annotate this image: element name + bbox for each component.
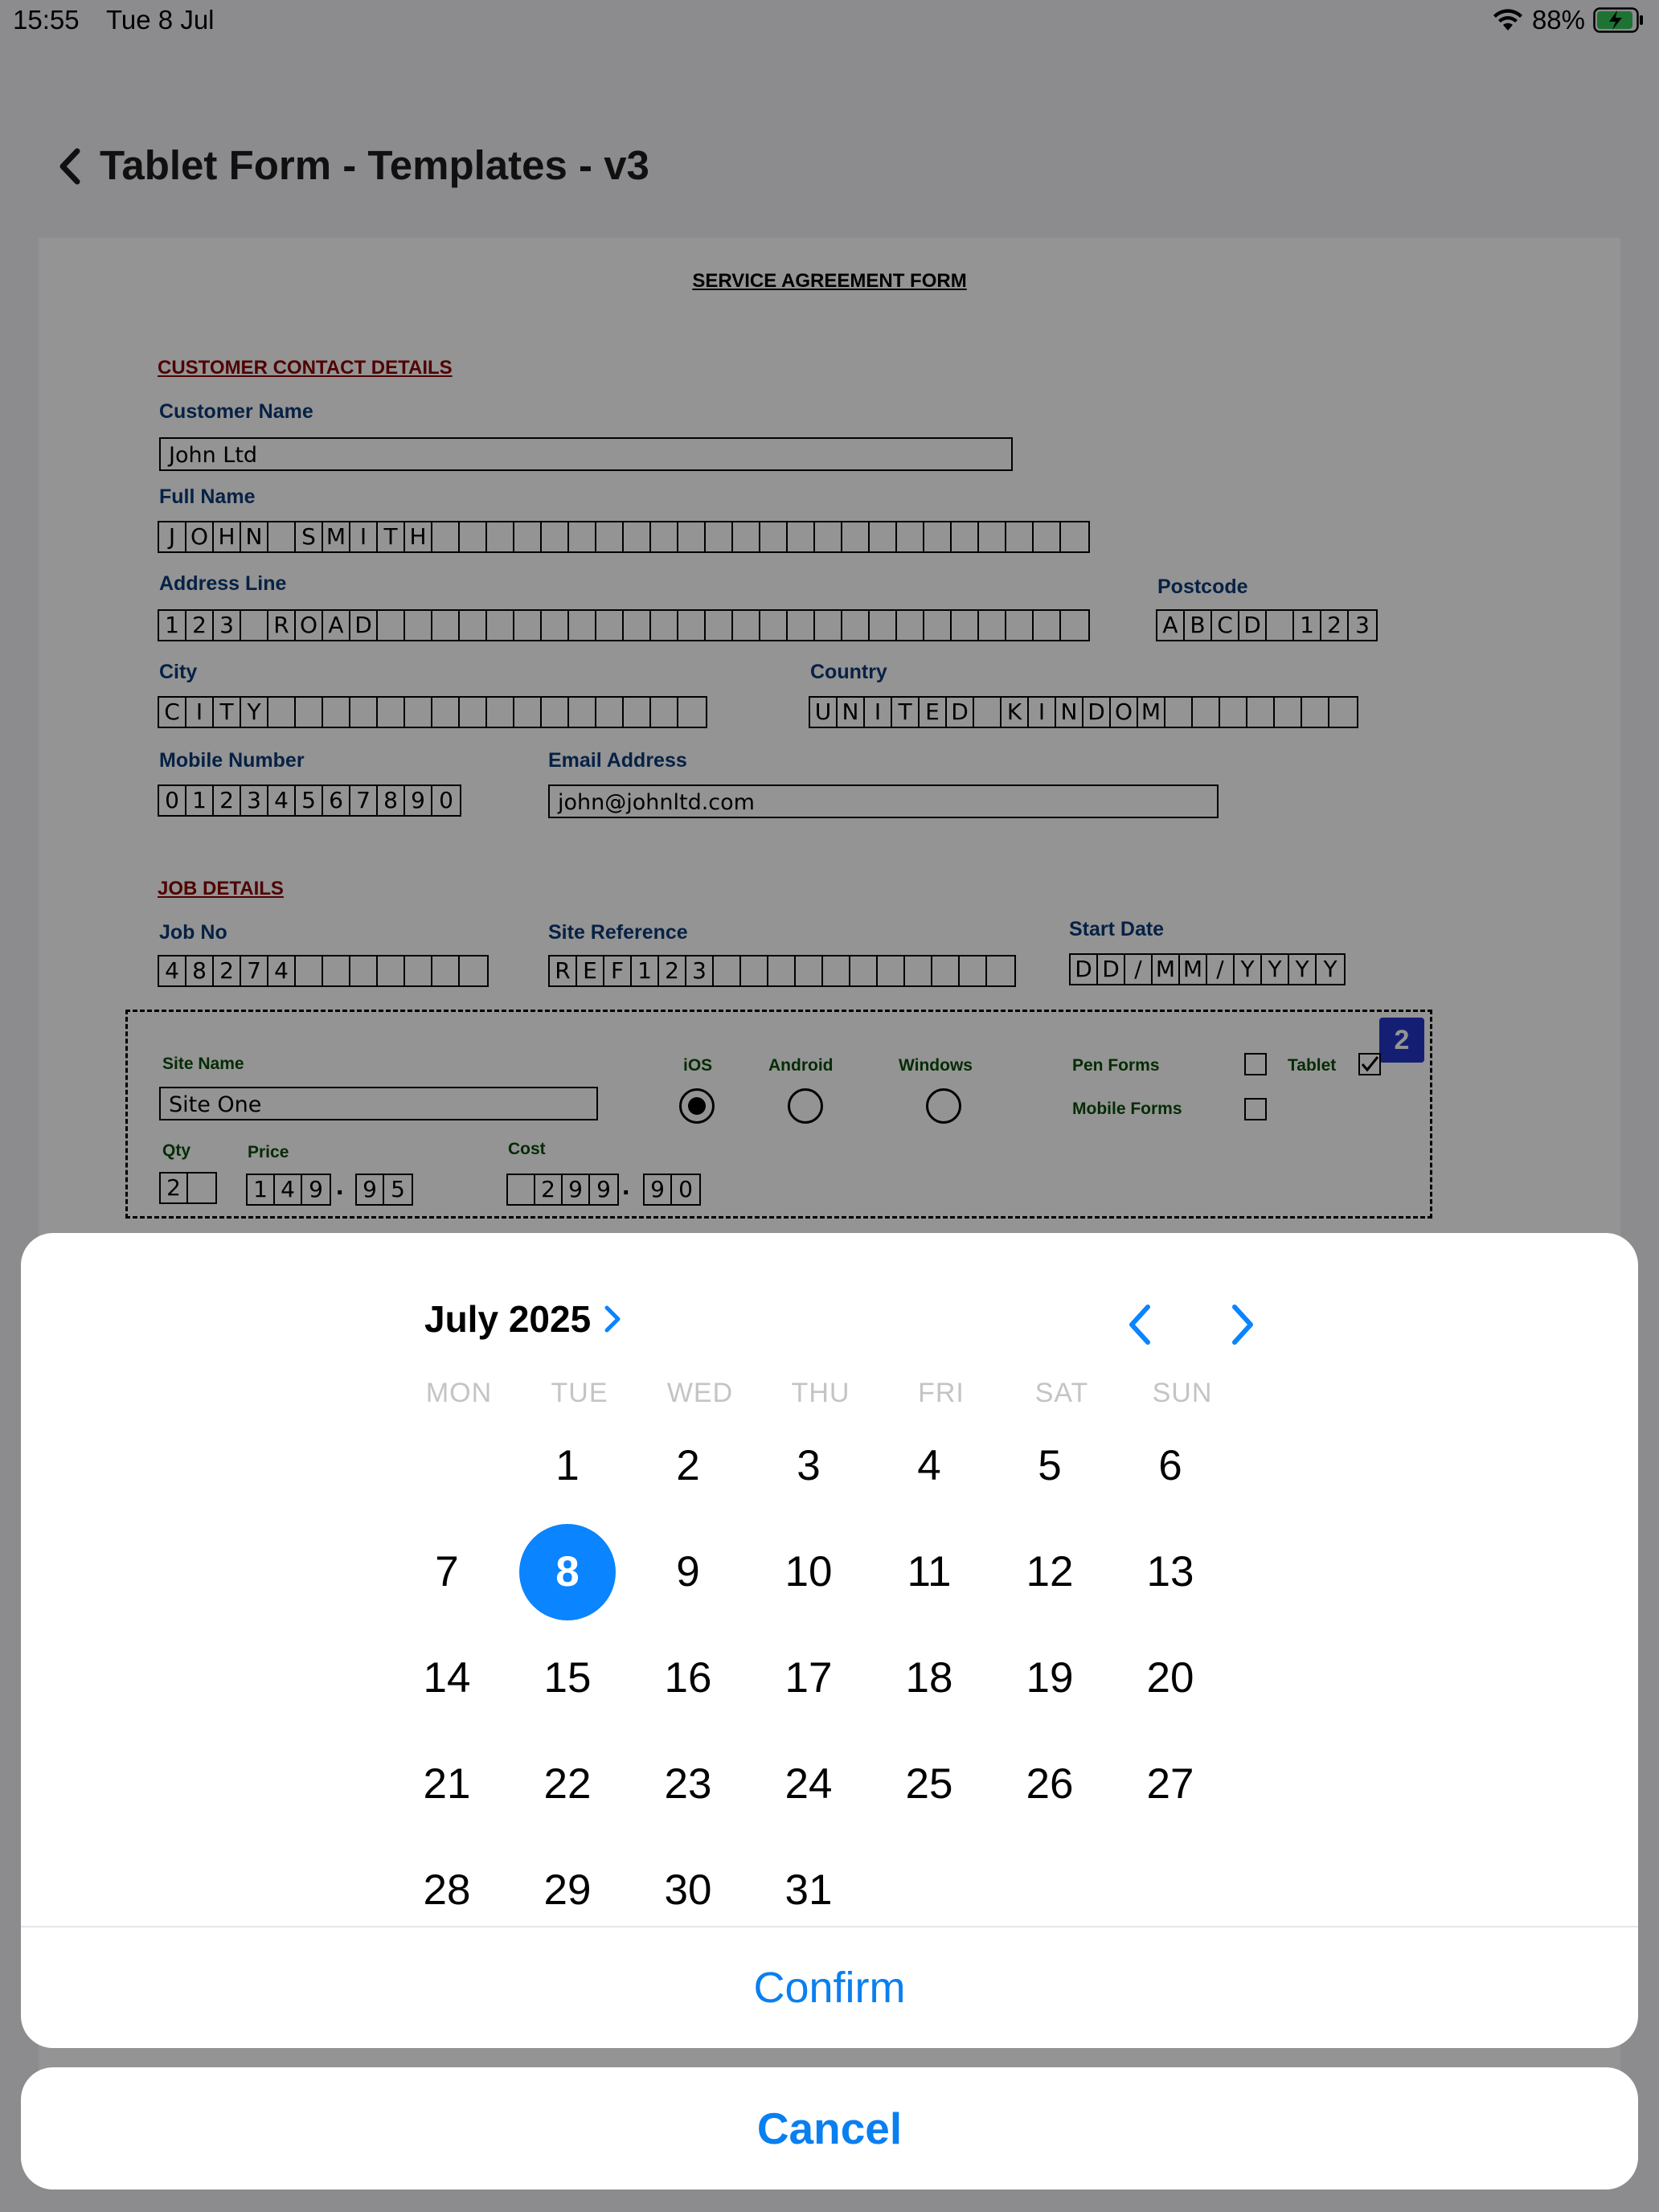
status-time: 15:55 [13,5,80,35]
comb-cell: 0 [678,1176,693,1202]
comb-cell: 2 [186,611,214,640]
comb-cell: M [1153,955,1180,984]
comb-cell: 0 [159,786,186,815]
comb-cell: Y [241,698,268,727]
comb-cell: 5 [296,786,323,815]
calendar-day[interactable]: 9 [676,1548,700,1596]
comb-cell: 4 [268,786,296,815]
calendar-day[interactable]: 3 [797,1442,821,1489]
comb-cell: 8 [186,956,214,985]
comb-cell: 4 [268,956,296,985]
comb-cell: D [947,698,974,727]
comb-cell: 9 [357,1175,384,1204]
comb-cell: M [1180,955,1207,984]
comb-cell: 3 [241,786,268,815]
email-address-field[interactable]: john@johnltd.com [548,784,1219,818]
comb-cell: I [350,522,378,551]
calendar-day[interactable]: 10 [784,1548,833,1596]
weekday-label: FRI [918,1378,965,1408]
comb-cell: N [838,698,865,727]
comb-cell: H [405,522,432,551]
comb-cell: 1 [248,1175,275,1204]
comb-cell: J [159,522,186,551]
calendar-day[interactable]: 29 [543,1866,592,1914]
confirm-button[interactable]: Confirm [753,1964,906,2012]
comb-cell: H [214,522,241,551]
full-name-label: Full Name [159,485,256,508]
calendar-day-selected[interactable]: 8 [519,1524,616,1620]
comb-cell: O [296,611,323,640]
comb-cell: T [378,522,405,551]
weekday-label: SUN [1152,1378,1213,1408]
customer-name-field[interactable]: John Ltd [159,437,1013,471]
calendar-day[interactable]: 27 [1146,1760,1194,1808]
comb-cell: Y [1235,955,1262,984]
section-contact-details: CUSTOMER CONTACT DETAILS [158,357,453,379]
calendar-day[interactable]: 19 [1026,1654,1074,1702]
calendar-day[interactable]: 5 [1038,1442,1062,1489]
comb-cell: C [1212,611,1239,640]
email-address-label: Email Address [548,749,687,772]
comb-cell: N [1056,698,1083,727]
comb-cell: 1 [1294,611,1321,640]
comb-cell: 7 [241,956,268,985]
section-job-details: JOB DETAILS [158,878,284,899]
comb-cell: M [323,522,350,551]
calendar-day[interactable]: 4 [917,1442,941,1489]
comb-cell: 2 [659,956,686,985]
comb-cell: 2 [535,1175,563,1204]
comb-cell: 9 [596,1176,611,1202]
calendar-day[interactable]: 20 [1146,1654,1194,1702]
calendar-day[interactable]: 24 [784,1760,833,1808]
mobile-forms-label: Mobile Forms [1072,1100,1182,1118]
weekday-label: THU [791,1378,850,1408]
postcode-label: Postcode [1157,576,1248,598]
comb-cell: D [1071,955,1098,984]
comb-cell: 9 [645,1175,672,1204]
comb-cell: E [920,698,947,727]
comb-cell: R [268,611,296,640]
calendar-day[interactable]: 2 [676,1442,700,1489]
calendar-day[interactable]: 17 [784,1654,833,1702]
comb-cell: O [1111,698,1138,727]
android-label: Android [768,1056,834,1075]
comb-cell: D [1083,698,1111,727]
calendar-day[interactable]: 7 [435,1548,459,1596]
comb-cell: N [241,522,268,551]
comb-cell: Y [1262,955,1289,984]
comb-cell: 8 [378,786,405,815]
job-no-label: Job No [159,921,227,944]
comb-cell: Y [1323,956,1337,982]
comb-cell: 5 [391,1176,405,1202]
site-reference-label: Site Reference [548,921,688,944]
comb-cell: 2 [214,786,241,815]
comb-cell: 7 [350,786,378,815]
calendar-day[interactable]: 1 [555,1442,580,1489]
comb-cell: 2 [161,1174,188,1202]
calendar-day[interactable]: 21 [423,1760,471,1808]
comb-cell: D [350,611,378,640]
comb-cell: S [296,522,323,551]
ios-label: iOS [683,1056,713,1075]
date-picker-sheet [21,1233,1638,2048]
comb-cell: 3 [214,611,241,640]
cost-decimal-separator: . [622,1170,630,1201]
weekday-label: WED [666,1378,734,1408]
comb-cell: E [577,956,604,985]
comb-cell: D [1098,955,1125,984]
comb-cell: 1 [186,786,214,815]
comb-cell: A [323,611,350,640]
comb-cell: 3 [1355,612,1370,638]
weekday-label: SAT [1034,1378,1089,1408]
comb-cell: 4 [159,956,186,985]
start-date-label: Start Date [1069,918,1165,940]
page-title: Tablet Form - Templates - v3 [100,142,649,188]
price-decimal-separator: . [336,1170,344,1201]
site-name-label: Site Name [162,1055,244,1073]
comb-cell: 2 [214,956,241,985]
comb-cell: M [1138,698,1165,727]
comb-cell: K [1002,698,1029,727]
comb-cell: U [810,698,838,727]
weekday-label: MON [425,1378,493,1408]
calendar-day[interactable]: 25 [905,1760,953,1808]
comb-cell: 1 [159,611,186,640]
chevron-right-icon [602,1303,623,1335]
calendar-day[interactable]: 13 [1146,1548,1194,1596]
comb-cell: 4 [275,1175,302,1204]
pen-forms-label: Pen Forms [1072,1056,1160,1075]
calendar-day[interactable]: 12 [1026,1548,1074,1596]
comb-cell: I [865,698,892,727]
qty-label: Qty [162,1141,191,1160]
previous-month-icon[interactable] [1120,1301,1161,1349]
calendar-day[interactable]: 26 [1026,1760,1074,1808]
month-year-button[interactable] [424,1297,623,1341]
calendar-day[interactable]: 6 [1158,1442,1182,1489]
customer-name-label: Customer Name [159,400,313,423]
battery-percent: 88% [1531,5,1585,35]
cost-label: Cost [508,1140,546,1158]
comb-cell: 3 [686,956,714,985]
comb-cell: 9 [563,1175,590,1204]
comb-cell: A [1157,611,1185,640]
tablet-label: Tablet [1288,1056,1337,1075]
weekday-label: TUE [551,1378,608,1408]
calendar-day[interactable]: 18 [905,1654,953,1702]
calendar-day[interactable]: 23 [664,1760,712,1808]
calendar-day[interactable]: 30 [664,1866,712,1914]
city-label: City [159,661,198,683]
comb-cell: R [550,956,577,985]
comb-cell: I [186,698,214,727]
comb-cell: / [1125,955,1153,984]
calendar-day[interactable]: 15 [543,1654,592,1702]
next-month-icon[interactable] [1222,1301,1262,1349]
comb-cell: O [186,522,214,551]
comb-cell: T [214,698,241,727]
mobile-number-label: Mobile Number [159,749,305,772]
comb-cell: B [1185,611,1212,640]
calendar-day[interactable]: 11 [907,1548,952,1596]
status-date: Tue 8 Jul [106,5,215,35]
country-label: Country [810,661,887,683]
form-title: SERVICE AGREEMENT FORM [692,270,967,292]
group-count-badge[interactable]: 2 [1379,1018,1424,1063]
comb-cell: / [1207,955,1235,984]
calendar-day[interactable]: 31 [784,1866,833,1914]
calendar-day[interactable]: 14 [423,1654,471,1702]
comb-cell: 2 [1321,611,1349,640]
windows-label: Windows [899,1056,973,1075]
comb-cell: I [1029,698,1056,727]
address-line-label: Address Line [159,572,287,595]
price-label: Price [248,1143,289,1161]
cancel-button[interactable]: Cancel [21,2067,1638,2189]
comb-cell: C [159,698,186,727]
calendar-day[interactable]: 28 [423,1866,471,1914]
comb-cell: 0 [439,787,453,813]
calendar-day[interactable]: 22 [543,1760,592,1808]
calendar-day[interactable]: 16 [664,1654,712,1702]
comb-cell: T [892,698,920,727]
comb-cell: 6 [323,786,350,815]
comb-cell: 1 [632,956,659,985]
month-year-label: July 2025 [424,1298,592,1340]
comb-cell: F [604,956,632,985]
comb-cell: 9 [309,1176,323,1202]
site-name-field[interactable]: Site One [159,1087,598,1120]
comb-cell: D [1239,611,1267,640]
comb-cell: Y [1289,955,1317,984]
comb-cell: 9 [405,786,432,815]
